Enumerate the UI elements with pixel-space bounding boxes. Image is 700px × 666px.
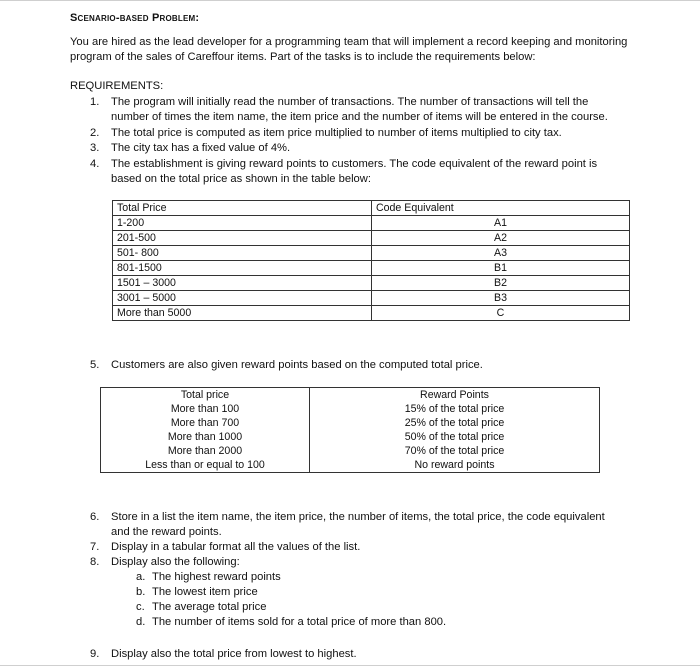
subitem-letter: c. (136, 601, 145, 613)
cell-reward: 70% of the total price (310, 444, 600, 458)
requirement-number: 8. (90, 556, 100, 568)
subitem-a (136, 570, 636, 585)
table-row (113, 246, 630, 261)
subitem-d (136, 615, 636, 630)
subitem-letter: d. (136, 616, 146, 628)
requirement-3 (90, 141, 635, 156)
table-row (101, 458, 600, 473)
cell-total-price: 1-200 (113, 216, 372, 231)
header-total-price: Total Price (113, 201, 372, 216)
requirement-8 (90, 555, 635, 570)
requirement-number: 4. (90, 158, 100, 170)
requirement-number: 1. (90, 96, 100, 108)
cell-total-price: More than 5000 (113, 306, 372, 321)
subitem-c (136, 600, 636, 615)
table-row (113, 276, 630, 291)
table-row (101, 430, 600, 444)
requirements-heading: REQUIREMENTS: (70, 80, 164, 92)
table-row (101, 416, 600, 430)
cell-code: A2 (372, 231, 630, 246)
subitem-letter: b. (136, 586, 146, 598)
table-row (113, 261, 630, 276)
requirement-number: 2. (90, 127, 100, 139)
cell-total-price: 3001 – 5000 (113, 291, 372, 306)
requirement-text-line2: based on the total price as shown in the table below: (111, 173, 371, 185)
requirement-text: Display also the following: (111, 556, 240, 568)
requirement-number: 5. (90, 359, 100, 371)
requirement-number: 9. (90, 648, 100, 660)
cell-total-price: 1501 – 3000 (113, 276, 372, 291)
header-total-price: Total price (101, 388, 310, 403)
requirement-text-line2: and the reward points. (111, 526, 222, 538)
cell-code: A3 (372, 246, 630, 261)
table-row (101, 402, 600, 416)
requirement-text-line1: The total price is computed as item price multiplied to number of items multiplied to city tax. (111, 127, 562, 139)
requirement-number: 6. (90, 511, 100, 523)
requirement-text-line1: The program will initially read the number of transactions. The number of transactions will tell the (111, 96, 589, 108)
reward-points-table (100, 387, 600, 473)
requirement-6 (90, 510, 635, 540)
requirement-9 (90, 647, 635, 662)
cell-code: B2 (372, 276, 630, 291)
subitem-b (136, 585, 636, 600)
subitem-text: The number of items sold for a total price of more than 800. (152, 616, 447, 628)
top-divider (0, 0, 700, 1)
cell-total-price: More than 2000 (101, 444, 310, 458)
requirement-text: Display also the total price from lowest to highest. (111, 648, 357, 660)
intro-paragraph: You are hired as the lead developer for a programming team that will implement a record keeping and monitoring program of the sales of Careffour items. Part of the tasks is to include the requirements below: (70, 36, 628, 63)
cell-total-price: 201-500 (113, 231, 372, 246)
cell-total-price: Less than or equal to 100 (101, 458, 310, 473)
requirement-text-line1: Store in a list the item name, the item price, the number of items, the total price, the code equivalent (111, 511, 605, 523)
cell-total-price: More than 100 (101, 402, 310, 416)
subitem-letter: a. (136, 571, 146, 583)
requirement-text: Display in a tabular format all the values of the list. (111, 541, 361, 553)
subitem-text: The lowest item price (152, 586, 258, 598)
header-reward-points: Reward Points (310, 388, 600, 403)
cell-reward: 50% of the total price (310, 430, 600, 444)
table-row (101, 444, 600, 458)
requirement-number: 3. (90, 142, 100, 154)
cell-total-price: 801-1500 (113, 261, 372, 276)
cell-reward: 25% of the total price (310, 416, 600, 430)
requirement-text-line1: The city tax has a fixed value of 4%. (111, 142, 291, 154)
cell-code: A1 (372, 216, 630, 231)
cell-code: B1 (372, 261, 630, 276)
cell-code: C (372, 306, 630, 321)
requirement-text-line2: number of times the item name, the item price and the number of items will be entered in the course. (111, 111, 608, 123)
table-header-row (101, 388, 600, 403)
cell-code: B3 (372, 291, 630, 306)
table-row (113, 231, 630, 246)
cell-total-price: 501- 800 (113, 246, 372, 261)
table-header-row (113, 201, 630, 216)
table-row (113, 216, 630, 231)
table-row (113, 291, 630, 306)
cell-reward: 15% of the total price (310, 402, 600, 416)
requirement-text: Customers are also given reward points based on the computed total price. (111, 359, 483, 371)
code-equivalent-table (112, 200, 630, 321)
cell-total-price: More than 700 (101, 416, 310, 430)
requirement-4 (90, 157, 635, 187)
requirement-1 (90, 95, 635, 125)
requirement-5 (90, 358, 635, 373)
cell-total-price: More than 1000 (101, 430, 310, 444)
page-title: Scenario-based Problem: (70, 12, 200, 24)
requirement-number: 7. (90, 541, 100, 553)
subitem-text: The average total price (152, 601, 267, 613)
subitem-text: The highest reward points (152, 571, 281, 583)
table-row (113, 306, 630, 321)
requirement-2 (90, 126, 635, 141)
requirement-7 (90, 540, 635, 555)
requirement-text-line1: The establishment is giving reward points to customers. The code equivalent of the reward point is (111, 158, 598, 170)
header-code-equivalent: Code Equivalent (372, 201, 630, 216)
cell-reward: No reward points (310, 458, 600, 473)
